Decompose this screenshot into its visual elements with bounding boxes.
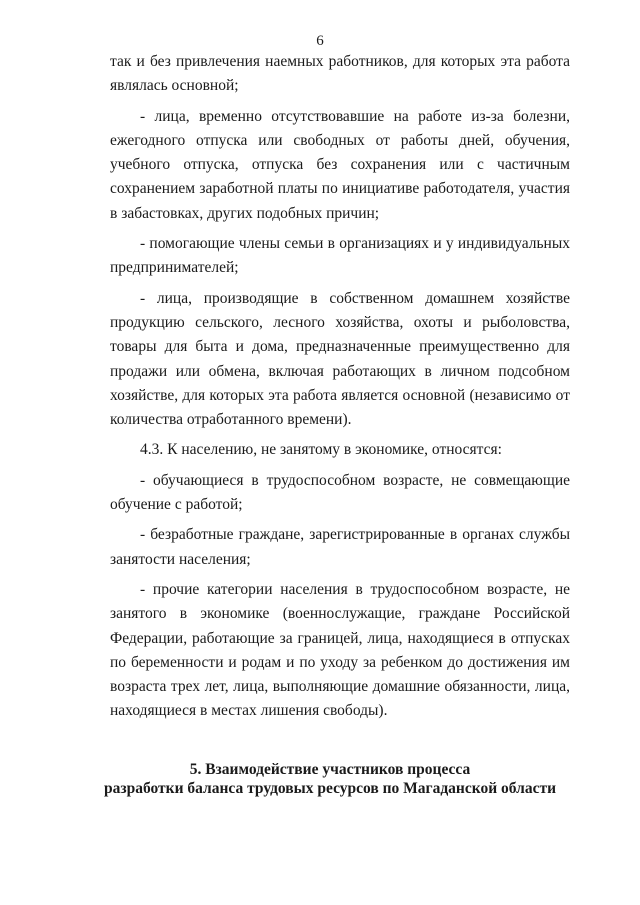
- list-item-students: - обучающиеся в трудоспособном возрасте, не совмещающие обучение с работой;: [110, 471, 570, 514]
- section-heading-line1: 5. Взаимодействие участников процесса: [189, 761, 471, 778]
- list-item-household-producers: - лица, производящие в собственном домашнем хозяйстве продукцию сельского, лесного хозяйства, охоты и рыболовства, товары для быта и дома, предназначенные преимущественно для продажи или обмена, включая работающих в личном подсобном хозяйстве, для которых эта работа является основной (независимо от количества отработанного времени).: [110, 289, 570, 429]
- body-text: [110, 50, 570, 724]
- list-item-unemployed: - безработные граждане, зарегистрированные в органах службы занятости населения;: [110, 526, 570, 568]
- section-heading-line2: разработки баланса трудовых ресурсов по Магаданской области: [103, 780, 557, 797]
- section-heading: [60, 760, 600, 798]
- list-item-other-categories: - прочие категории населения в трудоспособном возрасте, не занятого в экономике (военнослужащие, граждане Российской Федерации, работающие за границей, лица, находящиеся в отпусках по беременности и родам и по уходу за ребенком до достижения им возраста трех лет, лица, выполняющие домашние обязанности, лица, находящиеся в местах лишения свободы).: [110, 580, 570, 720]
- paragraph-continuation: так и без привлечения наемных работников, для которых эта работа являлась основной;: [110, 53, 570, 95]
- list-item-absent-workers: - лица, временно отсутствовавшие на работе из-за болезни, ежегодного отпуска или свободных от работы дней, обучения, учебного отпуска, отпуска без сохранения или с частичным сохранением заработной платы по инициативе работодателя, участия в забастовках, других подобных причин;: [110, 107, 570, 222]
- page-number: 6: [316, 33, 324, 49]
- clause-4-3: 4.3. К населению, не занятому в экономике, относятся:: [140, 441, 502, 459]
- list-item-family-helpers: - помогающие члены семьи в организациях и у индивидуальных предпринимателей;: [110, 235, 570, 277]
